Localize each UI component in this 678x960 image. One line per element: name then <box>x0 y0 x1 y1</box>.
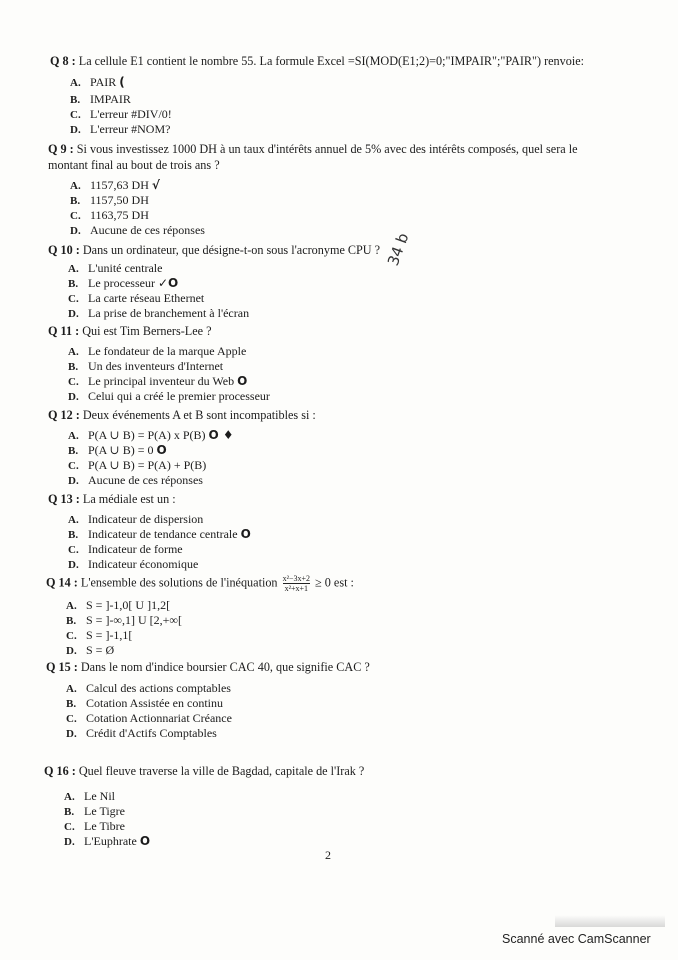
question-16 <box>44 764 364 779</box>
option-letter: C. <box>68 376 79 388</box>
handwritten-mark: O <box>237 374 248 388</box>
option-letter: A. <box>70 77 81 89</box>
option-text: IMPAIR <box>90 92 131 106</box>
option-text: S = ]-∞,1] U [2,+∞[ <box>86 613 182 627</box>
option-text: Le fondateur de la marque Apple <box>88 344 247 358</box>
option-letter: A. <box>68 514 79 526</box>
option-16a <box>64 789 115 804</box>
handwritten-mark: ✓O <box>157 276 179 290</box>
option-letter: C. <box>66 713 77 725</box>
option-text: Le principal inventeur du Web <box>88 374 235 388</box>
option-text: 1163,75 DH <box>90 208 149 222</box>
question-11 <box>48 324 212 339</box>
check-mark-icon: √ <box>151 178 160 192</box>
option-letter: A. <box>70 180 81 192</box>
question-text: Deux événements A et B sont incompatibles si : <box>82 408 316 422</box>
question-text: Si vous investissez 1000 DH à un taux d'intérêts annuel de 5% avec des intérêts composés, quel sera le <box>76 142 578 156</box>
option-letter: A. <box>68 346 79 358</box>
option-text: La carte réseau Ethernet <box>88 291 205 305</box>
option-letter: C. <box>70 109 81 121</box>
question-text: Quel fleuve traverse la ville de Bagdad, capitale de l'Irak ? <box>78 764 365 778</box>
option-14b <box>66 613 182 628</box>
option-text: Le Nil <box>84 789 115 803</box>
question-12 <box>48 408 316 423</box>
option-text: Indicateur de forme <box>88 542 183 556</box>
handwritten-mark: ( <box>119 75 125 89</box>
option-letter: B. <box>68 445 79 457</box>
inequation-fraction <box>283 574 310 593</box>
option-letter: B. <box>68 361 79 373</box>
option-11d <box>68 389 270 404</box>
question-9-continued <box>48 158 220 173</box>
option-text: Indicateur de dispersion <box>88 512 204 526</box>
question-label: Q 12 : <box>48 408 80 422</box>
option-text: 1157,50 DH <box>90 193 149 207</box>
option-8b <box>70 92 131 107</box>
option-text: P(A ∪ B) = 0 <box>88 443 154 457</box>
option-letter: D. <box>68 308 79 320</box>
option-text: La prise de branchement à l'écran <box>88 306 250 320</box>
option-letter: D. <box>68 559 79 571</box>
option-letter: A. <box>66 683 77 695</box>
question-9 <box>48 142 578 157</box>
option-letter: B. <box>66 698 77 710</box>
option-text: P(A ∪ B) = P(A) x P(B) <box>88 428 206 442</box>
option-letter: D. <box>66 645 77 657</box>
question-text: Dans un ordinateur, que désigne-t-on sous l'acronyme CPU ? <box>82 243 381 257</box>
question-label: Q 11 : <box>48 324 80 338</box>
option-letter: B. <box>68 278 79 290</box>
option-letter: B. <box>66 615 77 627</box>
option-text: S = ]-1,1[ <box>86 628 133 642</box>
question-label: Q 14 : <box>46 575 78 590</box>
option-letter: C. <box>68 293 79 305</box>
question-text: La cellule E1 contient le nombre 55. La formule Excel =SI(MOD(E1;2)=0;"IMPAIR";"PAIR") renvoie: <box>78 54 585 68</box>
option-15a <box>66 681 231 696</box>
handwritten-mark: O <box>139 834 151 848</box>
option-letter: D. <box>70 124 81 136</box>
handwritten-mark: O <box>240 527 251 541</box>
option-text: Aucune de ces réponses <box>88 473 203 487</box>
option-10d <box>68 306 249 321</box>
option-text: Aucune de ces réponses <box>90 223 205 237</box>
option-9d <box>70 223 205 238</box>
option-9b <box>70 193 149 208</box>
fraction-numerator: x²−3x+2 <box>282 574 310 583</box>
option-16b <box>64 804 125 819</box>
handwritten-mark: O <box>156 443 167 457</box>
option-letter: C. <box>70 210 81 222</box>
question-10 <box>48 243 380 258</box>
option-9a <box>70 178 160 193</box>
option-text: Un des inventeurs d'Internet <box>88 359 224 373</box>
option-text: S = Ø <box>86 643 115 657</box>
option-text: Indicateur économique <box>88 557 199 571</box>
option-text: L'unité centrale <box>88 261 163 275</box>
option-letter: A. <box>66 600 77 612</box>
option-12a <box>68 428 234 443</box>
option-8c <box>70 107 172 122</box>
question-8 <box>50 54 584 69</box>
option-letter: A. <box>68 430 79 442</box>
question-label: Q 10 : <box>48 243 80 257</box>
option-letter: C. <box>68 460 79 472</box>
question-text: montant final au bout de trois ans ? <box>48 158 220 172</box>
option-14a <box>66 598 170 613</box>
option-15c <box>66 711 232 726</box>
option-letter: C. <box>64 821 75 833</box>
option-text: Celui qui a créé le premier processeur <box>88 389 270 403</box>
option-12b <box>68 443 167 458</box>
option-letter: C. <box>66 630 77 642</box>
question-text: L'ensemble des solutions de l'inéquation <box>80 575 278 590</box>
question-label: Q 9 : <box>48 142 74 156</box>
option-text: Cotation Assistée en continu <box>86 696 223 710</box>
option-text: Crédit d'Actifs Comptables <box>86 726 217 740</box>
option-10c <box>68 291 204 306</box>
option-9c <box>70 208 149 223</box>
option-letter: B. <box>70 195 81 207</box>
option-text: 1157,63 DH <box>90 178 149 192</box>
option-text: L'Euphrate <box>84 834 137 848</box>
option-13a <box>68 512 203 527</box>
question-13 <box>48 492 176 507</box>
option-text: Cotation Actionnariat Créance <box>86 711 232 725</box>
question-text: Dans le nom d'indice boursier CAC 40, que signifie CAC ? <box>80 660 370 674</box>
option-14c <box>66 628 132 643</box>
option-letter: D. <box>66 728 77 740</box>
question-text: La médiale est un : <box>82 492 176 506</box>
option-11c <box>68 374 247 389</box>
option-14d <box>66 643 114 658</box>
scan-shadow <box>555 915 665 927</box>
scanner-watermark: Scanné avec CamScanner <box>502 932 651 946</box>
question-label: Q 16 : <box>44 764 76 778</box>
option-text: S = ]-1,0[ U ]1,2[ <box>86 598 171 612</box>
option-15d <box>66 726 217 741</box>
option-letter: B. <box>70 94 81 106</box>
option-13b <box>68 527 251 542</box>
option-letter: D. <box>70 225 81 237</box>
option-text: P(A ∪ B) = P(A) + P(B) <box>88 458 207 472</box>
option-12c <box>68 458 206 473</box>
option-16c <box>64 819 125 834</box>
fraction-denominator: x²+x+1 <box>284 584 308 593</box>
option-15b <box>66 696 223 711</box>
option-letter: D. <box>68 475 79 487</box>
option-13d <box>68 557 198 572</box>
option-10a <box>68 261 162 276</box>
option-10b <box>68 276 178 291</box>
page-number: 2 <box>325 848 331 862</box>
question-14 <box>46 574 354 593</box>
option-12d <box>68 473 203 488</box>
question-text: Qui est Tim Berners-Lee ? <box>82 324 212 338</box>
option-text: Indicateur de tendance centrale <box>88 527 238 541</box>
option-text: L'erreur #NOM? <box>90 122 171 136</box>
question-15 <box>46 660 370 675</box>
option-text: PAIR <box>90 75 117 89</box>
option-letter: B. <box>68 529 79 541</box>
option-letter: D. <box>64 836 75 848</box>
option-text: Le Tibre <box>84 819 126 833</box>
option-text: Calcul des actions comptables <box>86 681 231 695</box>
question-label: Q 15 : <box>46 660 78 674</box>
option-letter: C. <box>68 544 79 556</box>
option-11b <box>68 359 223 374</box>
option-letter: A. <box>64 791 75 803</box>
option-11a <box>68 344 246 359</box>
question-label: Q 8 : <box>50 54 76 68</box>
option-8d <box>70 122 170 137</box>
option-text: L'erreur #DIV/0! <box>90 107 172 121</box>
option-8a <box>70 75 125 90</box>
option-letter: A. <box>68 263 79 275</box>
option-13c <box>68 542 183 557</box>
option-text: Le processeur <box>88 276 155 290</box>
option-16d <box>64 834 150 849</box>
handwritten-mark: O ♦ <box>208 428 234 442</box>
option-text: Le Tigre <box>84 804 126 818</box>
option-letter: B. <box>64 806 75 818</box>
handwritten-note: 34 b <box>384 230 413 269</box>
question-text: ≥ 0 est : <box>315 575 354 590</box>
question-label: Q 13 : <box>48 492 80 506</box>
option-letter: D. <box>68 391 79 403</box>
